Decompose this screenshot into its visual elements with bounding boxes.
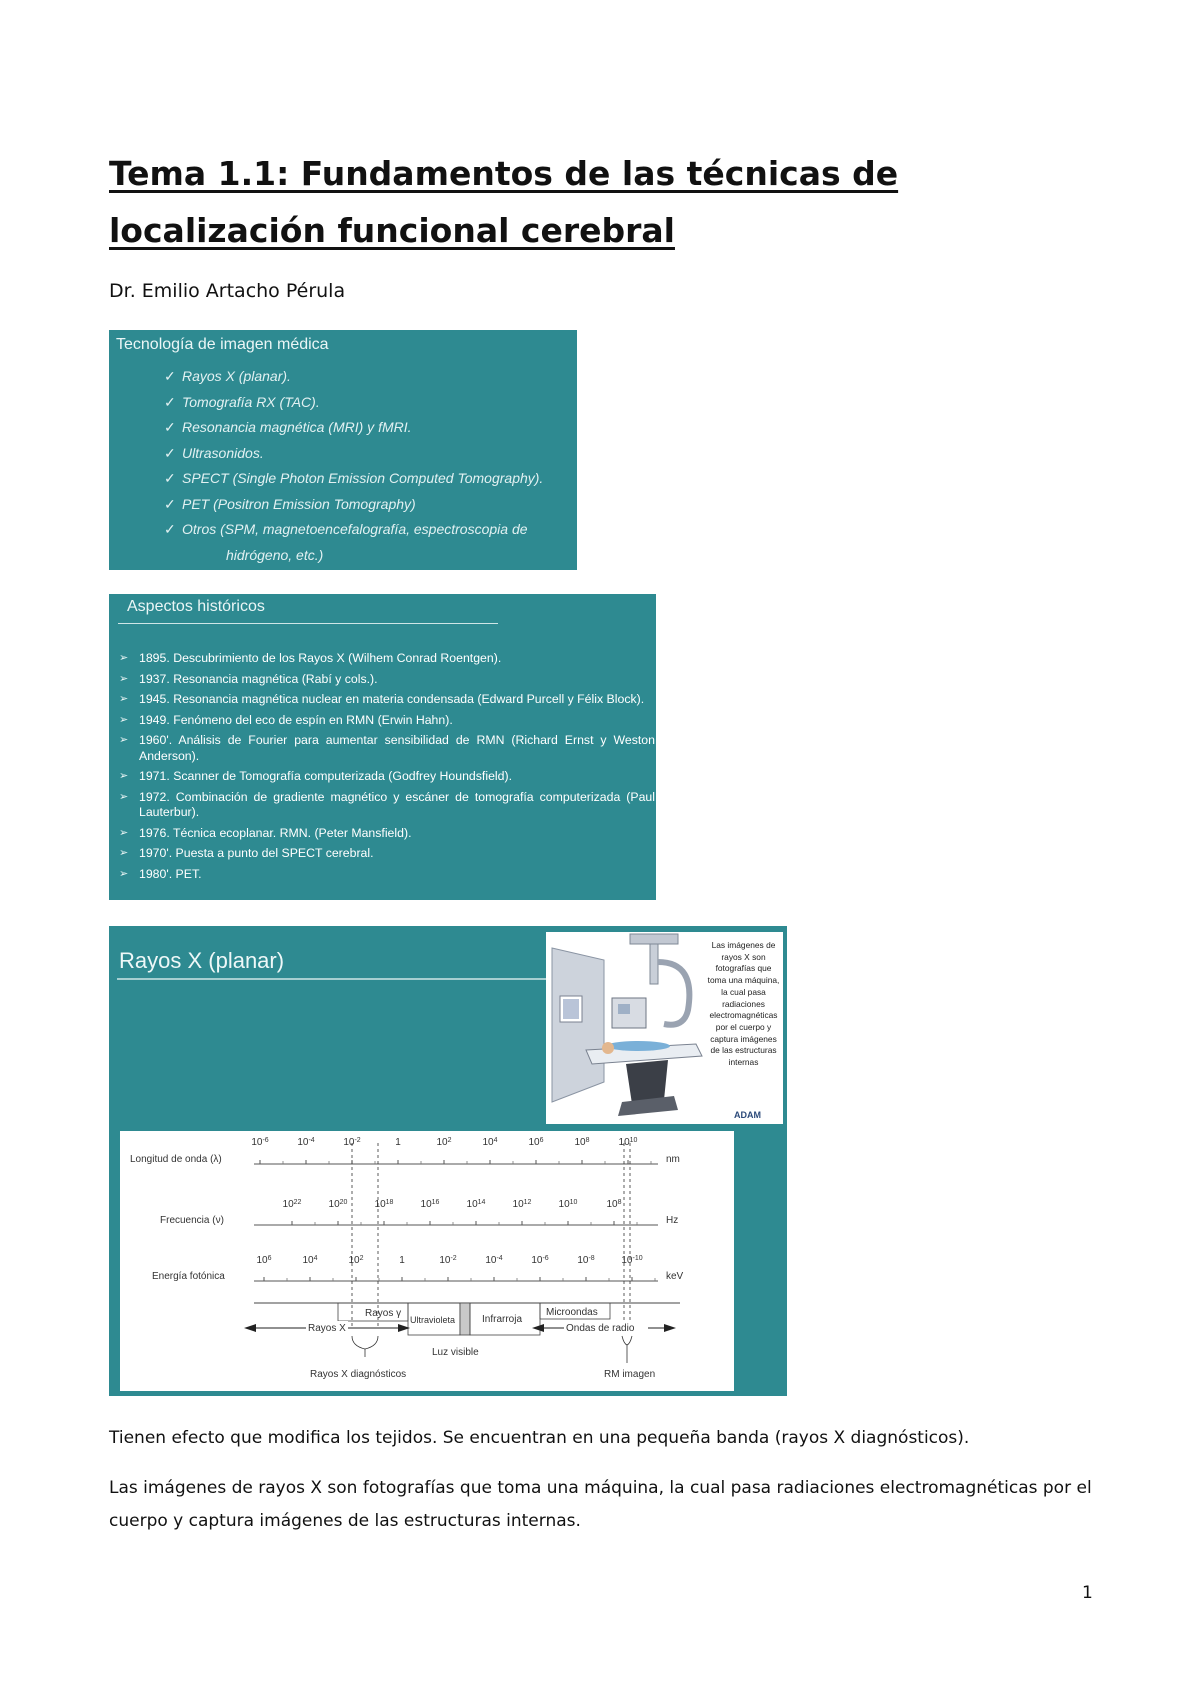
check-icon: ✓	[164, 470, 176, 486]
slide-medical-imaging-tech	[109, 330, 577, 570]
author-line: Dr. Emilio Artacho Pérula	[109, 280, 346, 302]
unit-label: nm	[666, 1154, 680, 1165]
list-item: ➢ 1970'. Puesta a punto del SPECT cerebral.	[119, 846, 655, 862]
band-ir-label: Infrarroja	[482, 1314, 523, 1325]
xray-machine-illustration	[546, 932, 783, 1124]
body-paragraph: Tienen efecto que modifica los tejidos. Se encuentran en una pequeña banda (rayos X diagnósticos).	[109, 1428, 970, 1448]
tick-label: $10^{-6}$	[251, 1137, 269, 1148]
tick-label: $10^{-4}$	[297, 1137, 315, 1148]
list-item: ✓ SPECT (Single Photon Emission Computed Tomography).	[164, 466, 574, 492]
tick-label: 1	[395, 1137, 401, 1148]
tick-label: $10^8$	[574, 1137, 590, 1148]
tick-label: $10^{12}$	[512, 1199, 532, 1210]
check-icon: ✓	[164, 495, 176, 512]
check-icon: ✓	[164, 393, 176, 410]
row-ticks	[283, 1199, 637, 1225]
row-ticks	[256, 1255, 655, 1281]
tick-label: $10^2$	[348, 1255, 364, 1266]
row-label: Energía fotónica	[152, 1271, 225, 1282]
tick-label: $10^{-6}$	[531, 1255, 549, 1266]
list-item: ➢ 1972. Combinación de gradiente magnético y escáner de tomografía computerizada (Paul Lauterbur).	[119, 790, 655, 821]
band-radio-label: Ondas de radio	[566, 1323, 635, 1334]
body-paragraph: Las imágenes de rayos X son fotografías que toma una máquina, la cual pasa radiaciones electromagnéticas por el cuerpo y captura imágenes de las estructuras internas.	[109, 1478, 1092, 1531]
list-item-continuation: hidrógeno, etc.)	[226, 546, 324, 563]
tick-label: $10^6$	[528, 1137, 544, 1148]
tick-label: $10^6$	[256, 1255, 272, 1266]
row-ticks	[251, 1137, 651, 1164]
list-item: ✓ Rayos X (planar).	[164, 364, 574, 390]
unit-label: keV	[666, 1271, 684, 1282]
radio-arrow-head-left	[532, 1324, 544, 1332]
check-icon: ✓	[164, 419, 176, 435]
slide-title: Rayos X (planar)	[119, 948, 285, 973]
em-spectrum-diagram	[120, 1131, 734, 1391]
tick-label: $10^4$	[302, 1255, 318, 1266]
list-item: ➢ 1971. Scanner de Tomografía computerizada (Godfrey Houndsfield).	[119, 769, 655, 785]
illustration-caption: Las imágenes de rayos X son fotografías que toma una máquina, la cual pasa radiaciones electromagnéticas por el cuerpo y captura imágenes de las estructuras internas	[707, 940, 780, 1068]
rm-bracket	[622, 1336, 632, 1345]
xdiag-label: Rayos X diagnósticos	[310, 1369, 407, 1380]
tick-label: $10^{14}$	[466, 1199, 486, 1210]
list-item: ✓ Tomografía RX (TAC).	[164, 390, 574, 416]
em-spectrum-svg	[120, 1131, 734, 1391]
band-gamma-label: Rayos γ	[365, 1308, 402, 1319]
list-item: ✓ PET (Positron Emission Tomography)	[164, 492, 574, 518]
list-item: ➢ 1937. Resonancia magnética (Rabí y cols.).	[119, 672, 655, 688]
heading-rule	[118, 623, 498, 624]
slide-historical-aspects	[109, 594, 656, 900]
history-list	[119, 651, 655, 887]
tick-label: $10^2$	[436, 1137, 452, 1148]
row-label: Longitud de onda (λ)	[130, 1154, 222, 1165]
xray-arrow-head-left	[244, 1324, 256, 1332]
tick-label: $10^{16}$	[420, 1199, 440, 1210]
band-micro-label: Microondas	[546, 1307, 598, 1318]
xdiag-bracket	[352, 1336, 378, 1349]
tick-label: $10^{-10}$	[621, 1255, 643, 1266]
title-rule	[117, 978, 549, 980]
list-item: ➢ 1949. Fenómeno del eco de espín en RMN (Erwin Hahn).	[119, 713, 655, 729]
tick-label: $10^{-2}$	[439, 1255, 457, 1266]
xray-machine-drawing	[546, 932, 706, 1124]
list-item: ✓ Resonancia magnética (MRI) y fMRI.	[164, 415, 574, 441]
page-number: 1	[1082, 1583, 1093, 1603]
adam-logo: ADAM	[734, 1110, 761, 1120]
tick-label: $10^{-8}$	[577, 1255, 595, 1266]
visible-label: Luz visible	[432, 1347, 479, 1358]
radio-arrow-head-right	[664, 1324, 676, 1332]
check-icon: ✓	[164, 368, 176, 384]
tick-label: $10^{18}$	[374, 1199, 394, 1210]
tick-label: $10^4$	[482, 1137, 498, 1148]
list-item: ➢ 1895. Descubrimiento de los Rayos X (Wilhem Conrad Roentgen).	[119, 651, 655, 667]
technology-list	[164, 364, 574, 568]
check-icon: ✓	[164, 444, 176, 461]
tick-label: $10^{10}$	[618, 1137, 638, 1148]
tick-label: $10^{10}$	[558, 1199, 578, 1210]
tick-label: $10^{22}$	[282, 1199, 302, 1210]
list-item: ✓ Ultrasonidos.	[164, 441, 574, 467]
band-visible	[460, 1303, 470, 1335]
unit-label: Hz	[666, 1215, 679, 1226]
slide-heading: Tecnología de imagen médica	[116, 336, 329, 353]
list-item: ➢ 1960'. Análisis de Fourier para aumentar sensibilidad de RMN (Richard Ernst y Weston Anderson).	[119, 733, 655, 764]
tick-label: $10^{-4}$	[485, 1255, 503, 1266]
rm-label: RM imagen	[604, 1369, 656, 1380]
slide-heading: Aspectos históricos	[127, 598, 265, 615]
list-item: ➢ 1980'. PET.	[119, 867, 655, 883]
row-label: Frecuencia (ν)	[160, 1215, 224, 1226]
tick-label: $10^{-2}$	[343, 1137, 361, 1148]
list-item: ✓ Otros (SPM, magnetoencefalografía, espectroscopia de	[164, 517, 574, 543]
tick-label: $10^8$	[606, 1199, 622, 1210]
tick-label: $10^{20}$	[328, 1199, 348, 1210]
band-uv-label: Ultravioleta	[410, 1315, 456, 1325]
band-xray-label: Rayos X	[308, 1323, 346, 1334]
list-item: ➢ 1976. Técnica ecoplanar. RMN. (Peter Mansfield).	[119, 826, 655, 842]
tick-label: 1	[399, 1255, 405, 1266]
list-item: ➢ 1945. Resonancia magnética nuclear en materia condensada (Edward Purcell y Félix Block).	[119, 692, 655, 708]
check-icon: ✓	[164, 521, 176, 537]
page-title: Tema 1.1: Fundamentos de las técnicas de localización funcional cerebral	[109, 154, 899, 250]
slide-xray-planar	[109, 926, 787, 1396]
